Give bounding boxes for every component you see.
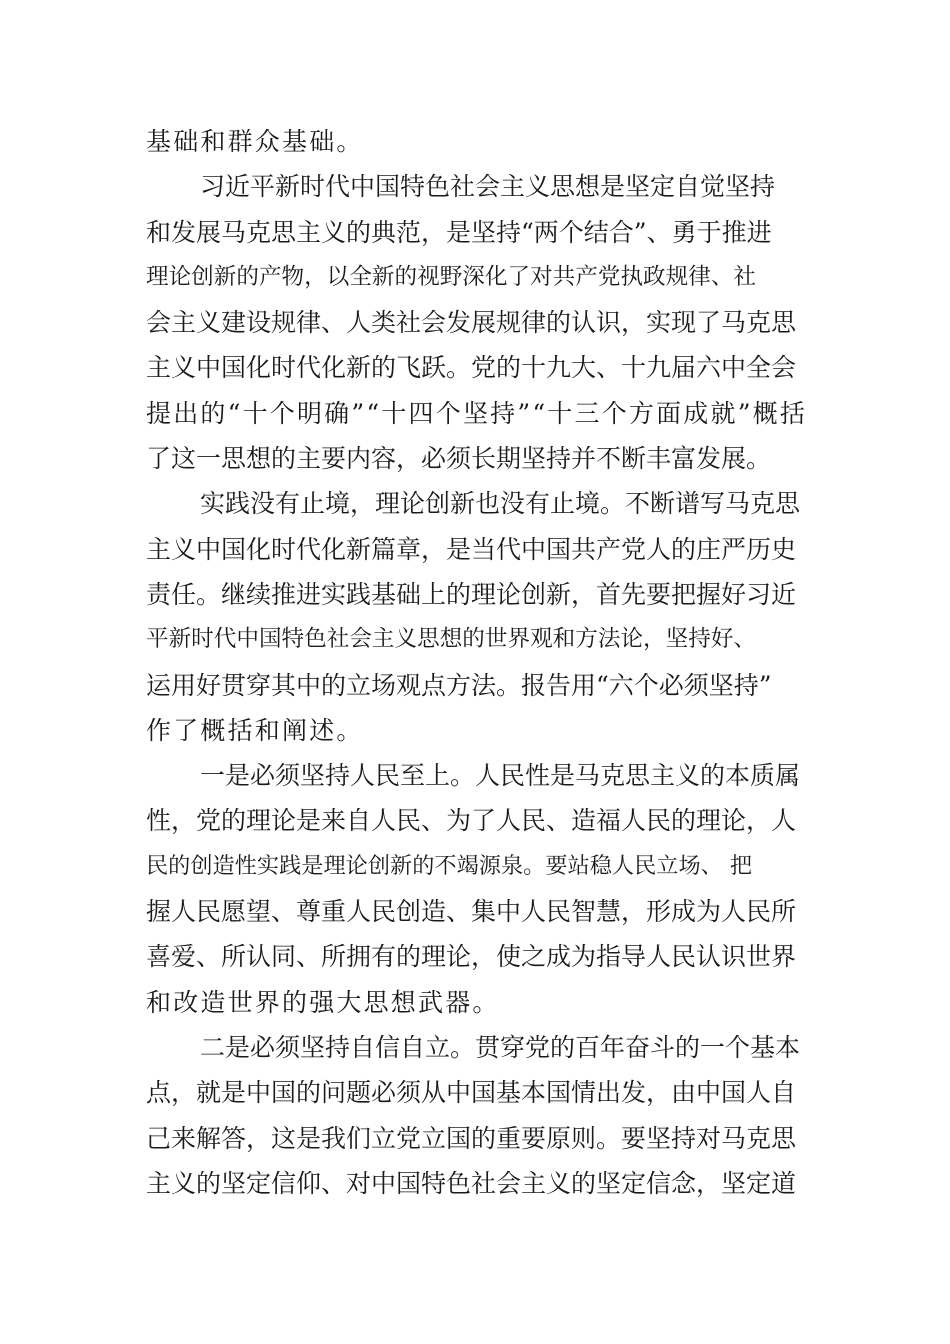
text-line: 民的创造性实践是理论创新的不竭源泉。要站稳人民立场、 把 — [146, 852, 753, 879]
text-line: 握人民愿望、尊重人民创造、集中人民智慧，形成为人民所 — [146, 897, 797, 927]
text-line: 责任。继续推进实践基础上的理论创新，首先要把握好习近 — [146, 579, 797, 609]
text-line: 性，党的理论是来自人民、为了人民、造福人民的理论，人 — [146, 806, 797, 836]
text-line: 己来解答，这是我们立党立国的重要原则。要坚持对马克思 — [146, 1123, 797, 1153]
text-line: 了这一思想的主要内容，必须长期坚持并不断丰富发展。 — [146, 444, 772, 474]
document-body-text — [146, 119, 810, 1206]
paragraph-first-line: 一是必须坚持人民至上。人民性是马克思主义的本质属 — [200, 761, 801, 791]
text-line: 平新时代中国特色社会主义思想的世界观和方法论，坚持好、 — [146, 626, 757, 653]
text-line: 理论创新的产物，以全新的视野深化了对共产党执政规律、社 — [146, 263, 757, 290]
text-line: 主义中国化时代化新的飞跃。党的十九大、十九届六中全会 — [146, 353, 797, 383]
paragraph-first-line: 习近平新时代中国特色社会主义思想是坚定自觉坚持 — [200, 172, 776, 202]
text-line: 点，就是中国的问题必须从中国基本国情出发，由中国人自 — [146, 1078, 797, 1108]
text-line: 主义中国化时代化新篇章，是当代中国共产党人的庄严历史 — [146, 534, 797, 564]
text-line: 和发展马克思主义的典范，是坚持“两个结合”、勇于推进 — [146, 217, 772, 247]
text-line: 运用好贯穿其中的立场观点方法。报告用“六个必须坚持” — [146, 670, 772, 700]
text-line: 基础和群众基础。 — [146, 127, 364, 156]
text-line: 会主义建设规律、人类社会发展规律的认识，实现了马克思 — [146, 308, 797, 338]
paragraph-first-line: 实践没有止境，理论创新也没有止境。不断谱写马克思 — [200, 489, 801, 519]
text-line: 提出的“十个明确”“十四个坚持”“十三个方面成就”概括 — [146, 398, 808, 428]
text-line: 和改造世界的强大思想武器。 — [146, 987, 500, 1017]
text-line: 喜爱、所认同、所拥有的理论，使之成为指导人民认识世界 — [146, 942, 797, 972]
paragraph-first-line: 二是必须坚持自信自立。贯穿党的百年奋斗的一个基本 — [200, 1032, 801, 1062]
text-line: 作了概括和阐述。 — [146, 715, 364, 745]
text-line: 主义的坚定信仰、对中国特色社会主义的坚定信念，坚定道 — [146, 1168, 797, 1198]
